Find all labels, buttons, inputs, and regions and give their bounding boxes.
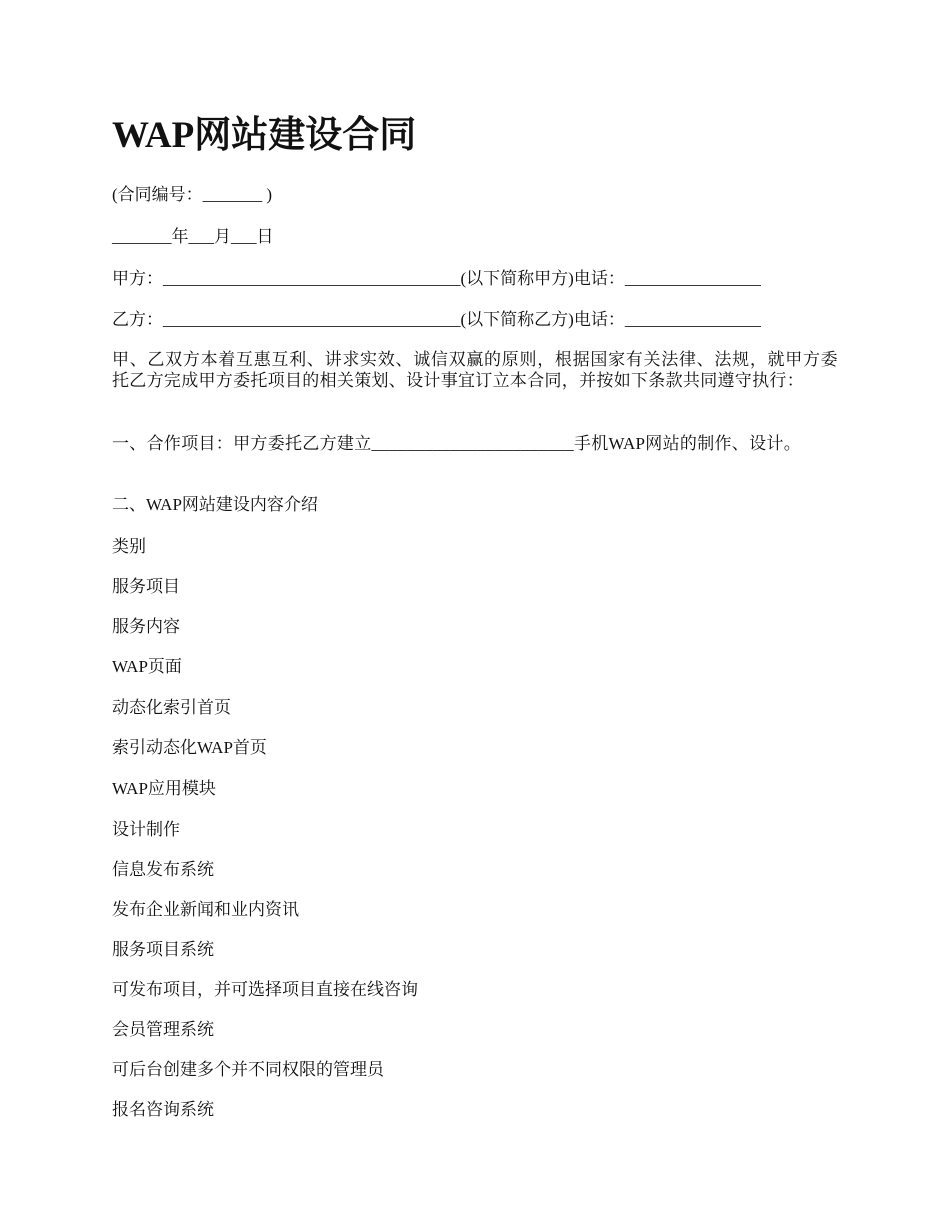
list-item: 服务项目 <box>112 577 180 596</box>
list-item: 可发布项目，并可选择项目直接在线咨询 <box>112 980 418 999</box>
list-item: 服务内容 <box>112 617 180 636</box>
preamble-paragraph: 甲、乙双方本着互惠互利、讲求实效、诚信双赢的原则，根据国家有关法律、法规，就甲方委托乙方完成甲方委托项目的相关策划、设计事宜订立本合同，并按如下条款共同遵守执行： <box>112 350 838 390</box>
clause-content-intro: 二、WAP网站建设内容介绍 <box>112 495 318 514</box>
list-item: 信息发布系统 <box>112 860 214 879</box>
list-item: 会员管理系统 <box>112 1020 214 1039</box>
clause-cooperation-project: 一、合作项目：甲方委托乙方建立_______________________手机WAP网站的制作、设计。 <box>112 434 801 453</box>
document-title: WAP网站建设合同 <box>112 115 417 156</box>
list-item: 可后台创建多个并不同权限的管理员 <box>112 1060 384 1079</box>
list-item: 发布企业新闻和业内资讯 <box>112 900 299 919</box>
list-item: 索引动态化WAP首页 <box>112 738 267 757</box>
list-item: 服务项目系统 <box>112 940 214 959</box>
list-item: WAP页面 <box>112 657 182 676</box>
contract-number: (合同编号：_______ ) <box>112 185 273 204</box>
list-item: WAP应用模块 <box>112 779 216 798</box>
party-b-line: 乙方：___________________________________(以下简称乙方)电话：________________ <box>112 310 761 329</box>
list-item: 动态化索引首页 <box>112 698 231 717</box>
list-item: 类别 <box>112 537 146 556</box>
list-item: 报名咨询系统 <box>112 1100 214 1119</box>
list-item: 设计制作 <box>112 820 180 839</box>
date-line: _______年___月___日 <box>112 227 274 246</box>
party-a-line: 甲方：___________________________________(以下简称甲方)电话：________________ <box>112 269 761 288</box>
